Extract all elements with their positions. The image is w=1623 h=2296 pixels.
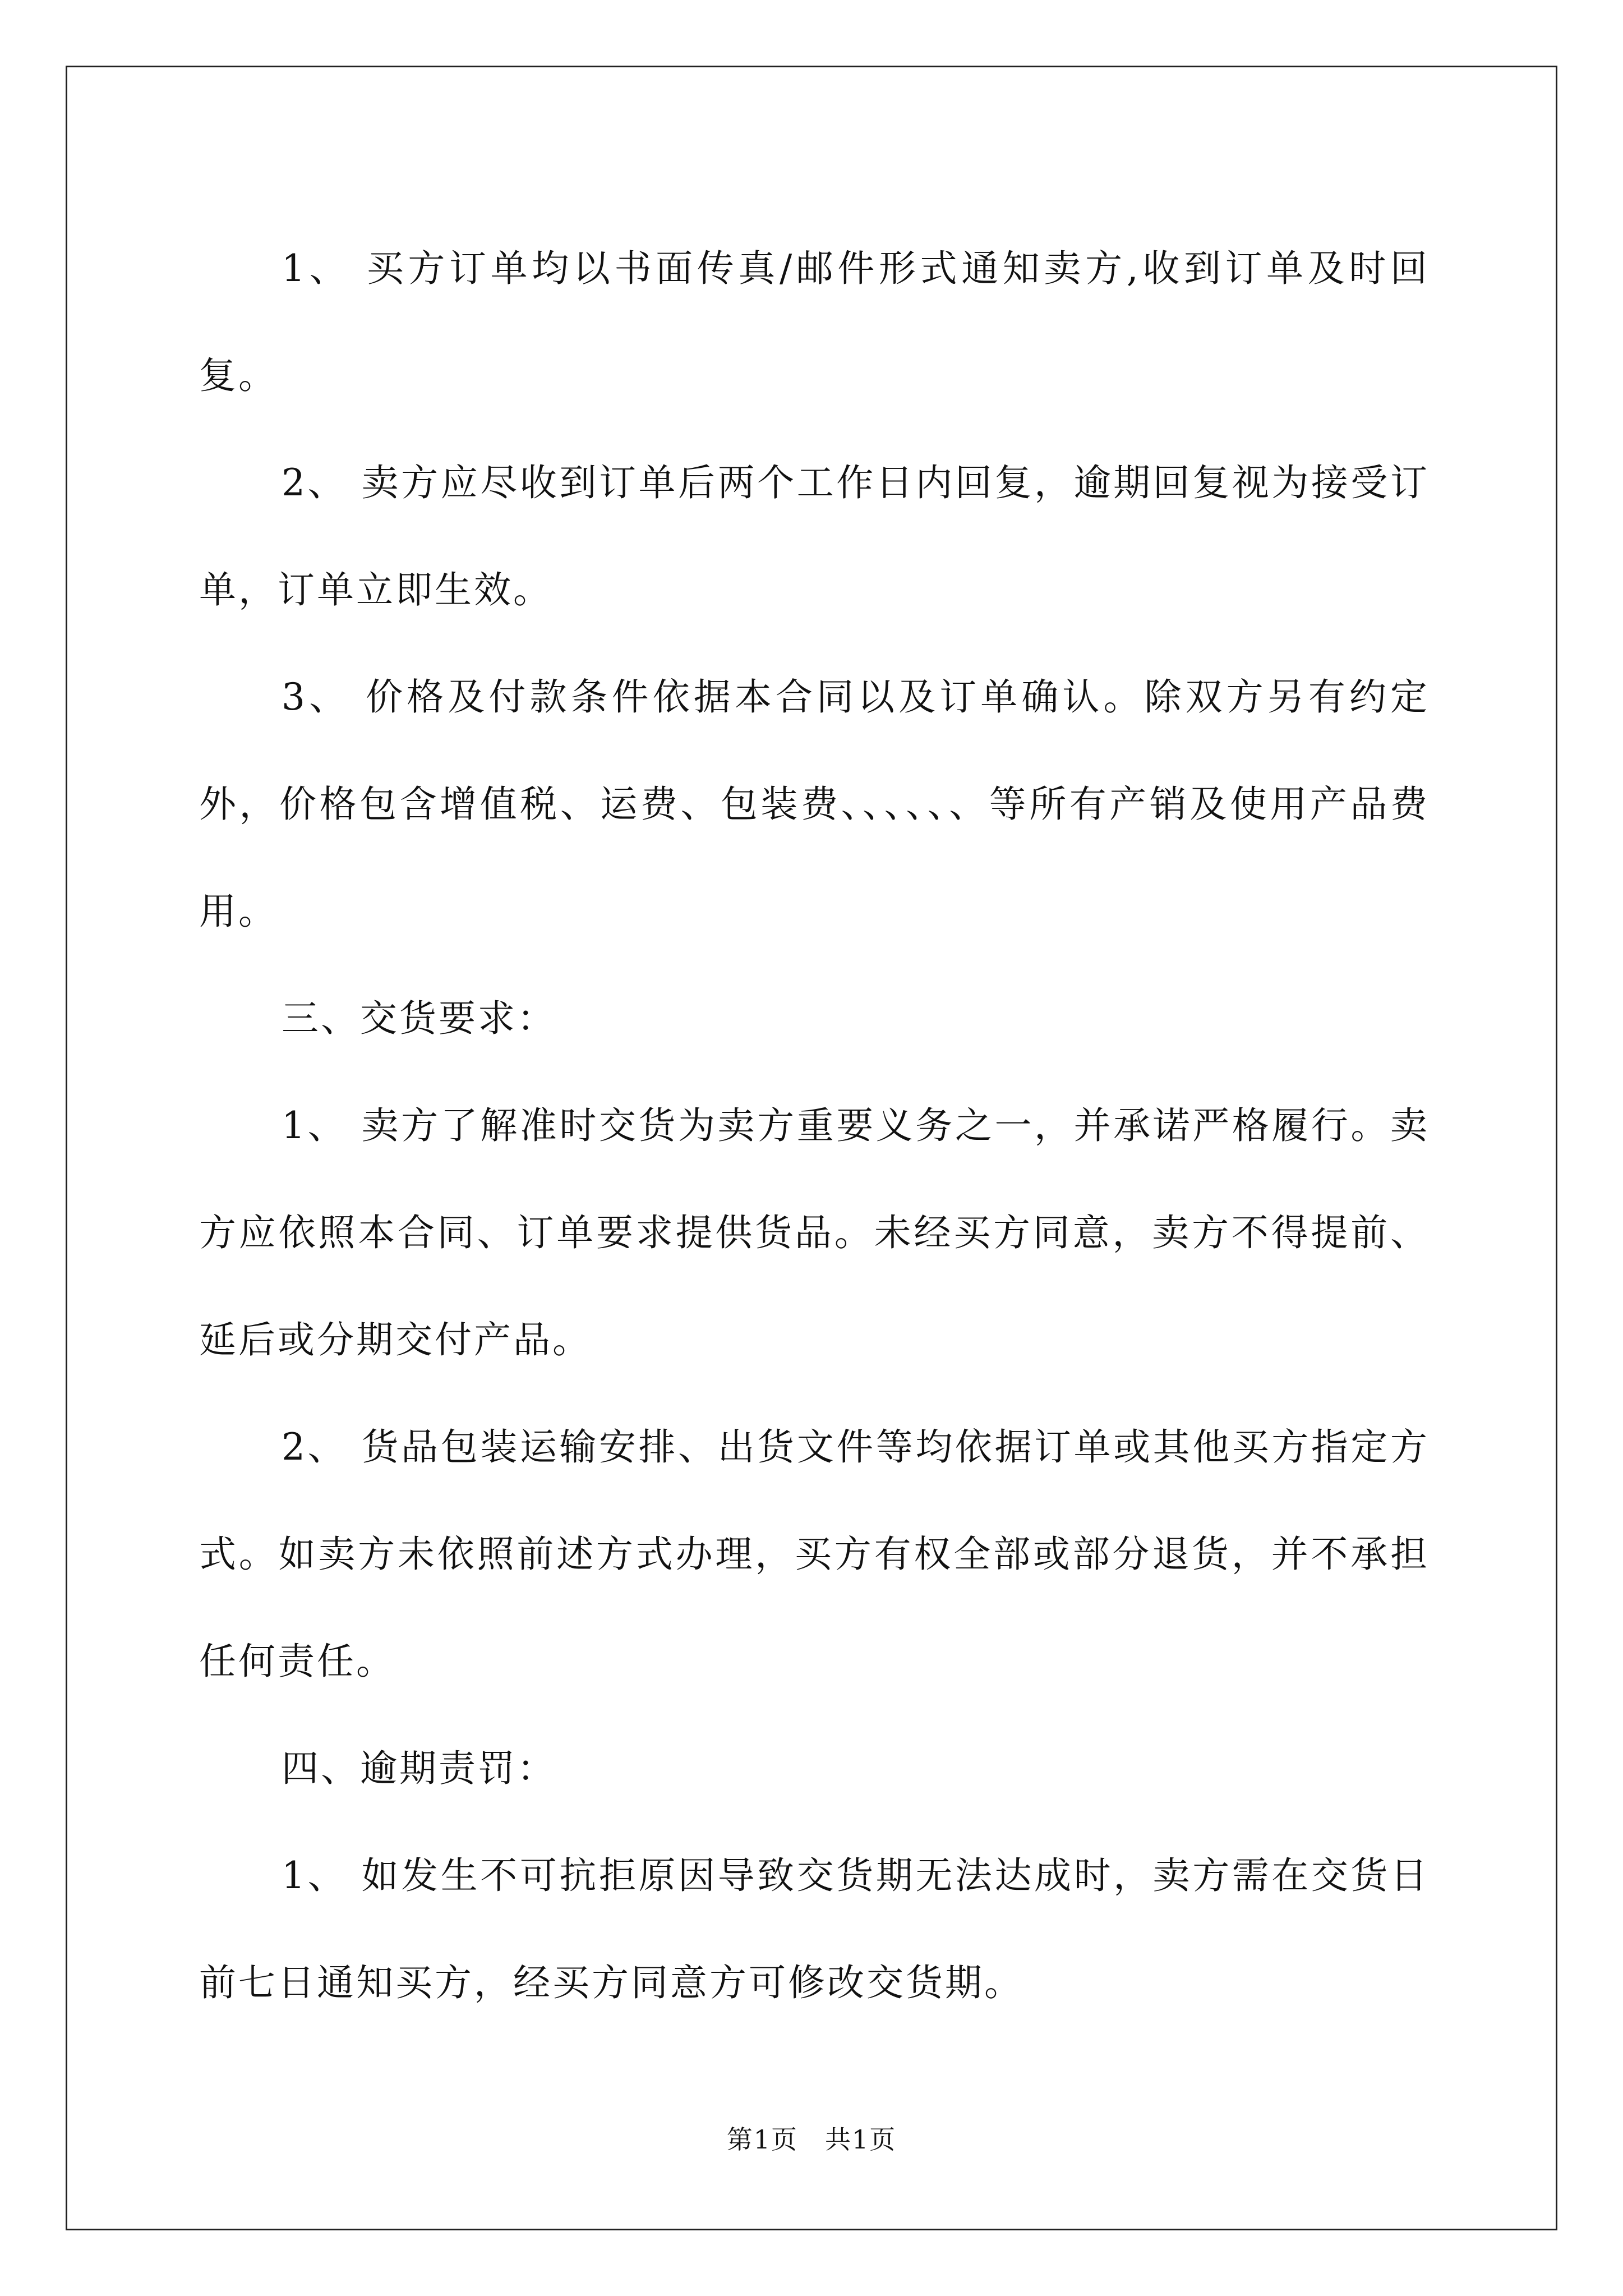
page-number-footer: 第1页 共1页 [726, 2124, 897, 2155]
paragraph-packaging-shipping: 2、 货品包装运输安排、出货文件等均依据订单或其他买方指定方式。如卖方未依照前述方式办理，买方有权全部或部分退货，并不承担任何责任。 [199, 1425, 1430, 1683]
paragraph-on-time-delivery: 1、 卖方了解准时交货为卖方重要义务之一，并承诺严格履行。卖方应依照本合同、订单要求提供货品。未经买方同意，卖方不得提前、延后或分期交付产品。 [199, 1104, 1430, 1361]
section-heading-penalty: 四、逾期责罚： [282, 1747, 556, 1790]
paragraph-force-majeure: 1、 如发生不可抗拒原因导致交货期无法达成时，卖方需在交货日前七日通知买方，经买方同意方可修改交货期。 [199, 1854, 1430, 2004]
paragraph-order-reply: 2、 卖方应尽收到订单后两个工作日内回复，逾期回复视为接受订单，订单立即生效。 [199, 461, 1430, 611]
document-body [199, 215, 1430, 2036]
paragraph-order-notice: 1、 买方订单均以书面传真/邮件形式通知卖方,收到订单及时回复。 [199, 247, 1430, 397]
section-heading-delivery: 三、交货要求： [282, 997, 556, 1040]
paragraph-price-terms: 3、 价格及付款条件依据本合同以及订单确认。除双方另有约定外，价格包含增值税、运费、包装费、、、、、、等所有产销及使用产品费用。 [199, 675, 1430, 933]
